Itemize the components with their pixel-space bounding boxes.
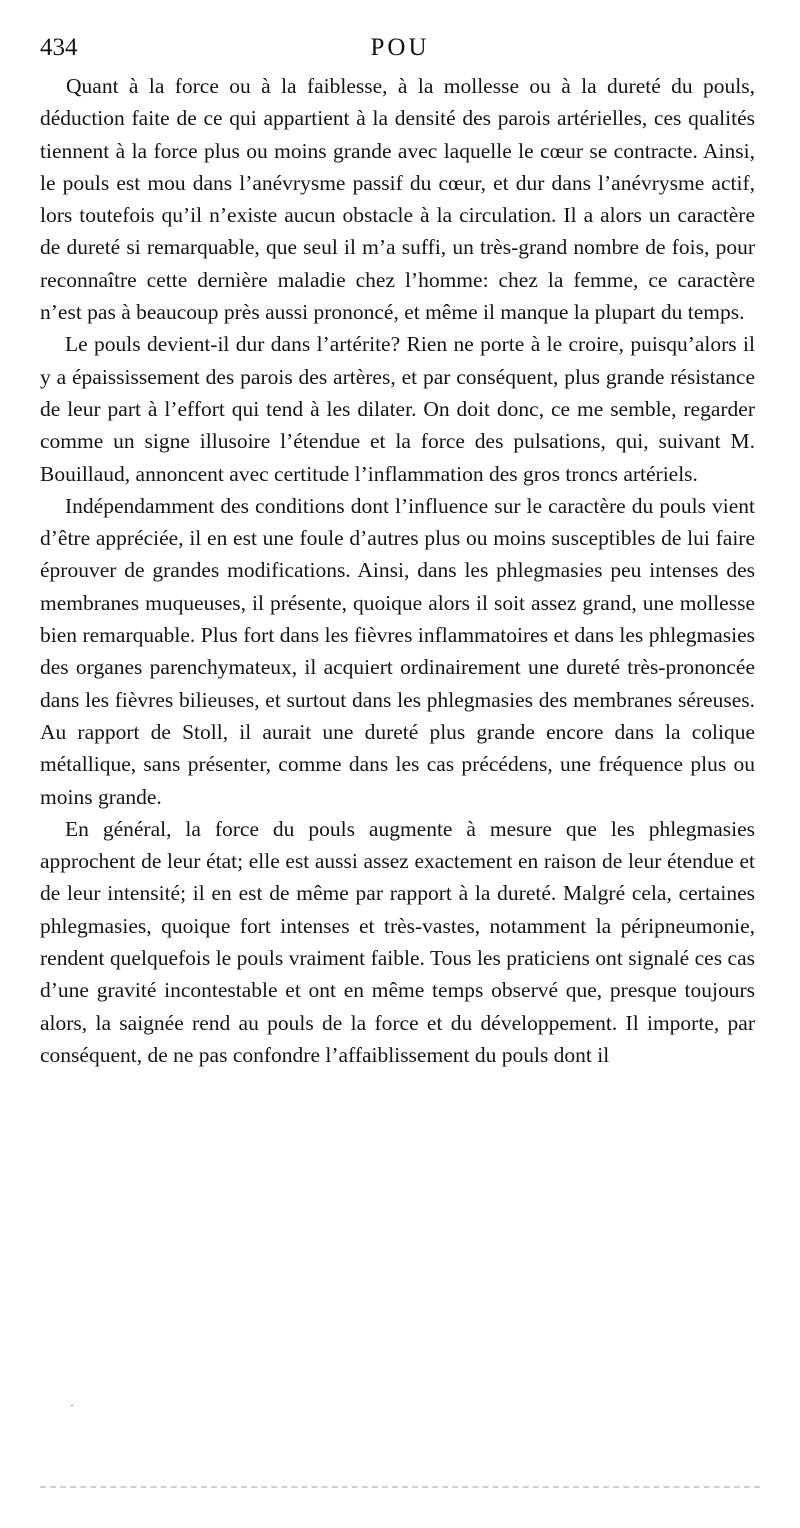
ink-speck: · bbox=[70, 1398, 74, 1412]
paragraph-4: En général, la force du pouls augmente à mesure que les phlegmasies approchent de leur état; elle est aussi assez exactement en raison de leur étendue et de leur intensité; il en est de même par rapport à la dureté. Malgré cela, certaines phlegmasies, quoique fort intenses et très-vastes, notamment la péripneumonie, rendent quelquefois le pouls vraiment faible. Tous les praticiens ont signalé ces cas d’une gravité incontestable et ont en même temps observé que, presque toujours alors, la saignée rend au pouls de la force et du développement. Il importe, par conséquent, de ne pas confondre l’affaiblissement du pouls dont il bbox=[40, 816, 755, 1067]
body-text bbox=[40, 70, 755, 1071]
paragraph-2: Le pouls devient-il dur dans l’artérite? Rien ne porte à le croire, puisqu’alors il y a épaississement des parois des artères, et par conséquent, plus grande résistance de leur part à l’effort qui tend à les dilater. On doit donc, ce me semble, regarder comme un signe illusoire l’étendue et la force des pulsations, qui, suivant M. Bouillaud, annoncent avec certitude l’inflammation des gros troncs artériels. bbox=[40, 332, 755, 486]
paragraph-1: Quant à la force ou à la faiblesse, à la mollesse ou à la dureté du pouls, déduction faite de ce qui appartient à la densité des parois artérielles, ces qualités tiennent à la force plus ou moins grande avec laquelle le cœur se contracte. Ainsi, le pouls est mou dans l’anévrysme passif du cœur, et dur dans l’anévrysme actif, lors toutefois qu’il n’existe aucun obstacle à la circulation. Il a alors un caractère de dureté si remarquable, que seul il m’a suffi, un très-grand nombre de fois, pour reconnaître cette dernière maladie chez l’homme: chez la femme, ce caractère n’est pas à beaucoup près aussi prononcé, et même il manque la plupart du temps. bbox=[40, 74, 755, 325]
bottom-edge-rule bbox=[40, 1486, 760, 1488]
paragraph-3: Indépendamment des conditions dont l’influence sur le caractère du pouls vient d’être appréciée, il en est une foule d’autres plus ou moins susceptibles de lui faire éprouver de grandes modifications. Ainsi, dans les phlegmasies peu intenses des membranes muqueuses, il présente, quoique alors il soit assez grand, une mollesse bien remarquable. Plus fort dans les fièvres inflammatoires et dans les phlegmasies des organes parenchymateux, il acquiert ordinairement une dureté très-prononcée dans les fièvres bilieuses, et surtout dans les phlegmasies des membranes séreuses. Au rapport de Stoll, il aurait une dureté plus grande encore dans la colique métallique, sans présenter, comme dans les cas précédens, une fréquence plus ou moins grande. bbox=[40, 493, 755, 809]
page-header bbox=[40, 34, 760, 70]
running-head: POU bbox=[370, 34, 430, 61]
page-number: 434 bbox=[40, 34, 78, 61]
